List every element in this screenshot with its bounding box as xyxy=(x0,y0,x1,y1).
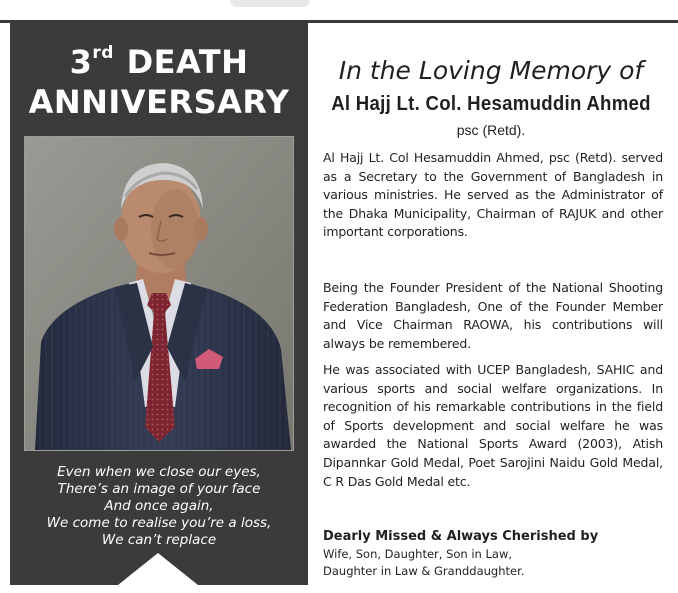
biography-paragraph: He was associated with UCEP Bangladesh, SAHIC and various sports and social welfare organizations. In recognition of his remarkable contributions in the field of Sports development and social welfare he was awarded the National Sports Award (2003), Atish Dipannkar Gold Medal, Poet Sarojini Naidu Gold Medal, C R Das Gold Medal etc. xyxy=(323,362,663,489)
poem-line: Even when we close our eyes, xyxy=(57,464,261,480)
poem xyxy=(10,464,308,549)
left-ear xyxy=(114,217,128,241)
closing-title: Dearly Missed & Always Cherished by xyxy=(323,529,599,544)
poem-line: We come to realise you’re a loss, xyxy=(46,515,272,531)
poem-line: And once again, xyxy=(104,498,214,514)
bleed-artifact xyxy=(230,0,310,7)
chevron-decoration xyxy=(10,547,308,593)
headline xyxy=(10,33,308,122)
memory-title: In the Loving Memory of xyxy=(338,56,644,85)
biography-paragraph: Al Hajj Lt. Col Hesamuddin Ahmed, psc (Retd). served as a Secretary to the Government of Bangladesh in various ministries. He served as the Administrator of the Dhaka Municipality, Chairman of RAJUK and other important corporations. xyxy=(323,150,663,240)
headline-line-1 xyxy=(10,33,308,82)
portrait-illustration xyxy=(25,137,293,450)
name-suffix: psc (Retd). xyxy=(456,122,526,138)
ordinal-number: 3 xyxy=(69,43,93,81)
top-margin xyxy=(0,0,678,20)
family-line: Wife, Son, Daughter, Son in Law, xyxy=(323,547,513,561)
ordinal-suffix: rd xyxy=(92,43,114,63)
biography-paragraph: Being the Founder President of the National Shooting Federation Bangladesh, One of the Founder Member and Vice Chairman RAOWA, his contributions will always be remembered. xyxy=(323,280,663,351)
portrait-photo xyxy=(24,136,294,451)
poem-line: There’s an image of your face xyxy=(57,481,261,497)
poem-line: We can’t replace xyxy=(101,532,217,548)
headline-word-death: DEATH xyxy=(126,43,249,81)
person-name: Al Hajj Lt. Col. Hesamuddin Ahmed xyxy=(331,93,651,115)
right-ear xyxy=(194,217,208,241)
headline-line-2: ANNIVERSARY xyxy=(28,83,290,121)
face-shade xyxy=(151,189,199,269)
left-panel xyxy=(10,23,308,593)
family-line: Daughter in Law & Granddaughter. xyxy=(323,564,525,578)
